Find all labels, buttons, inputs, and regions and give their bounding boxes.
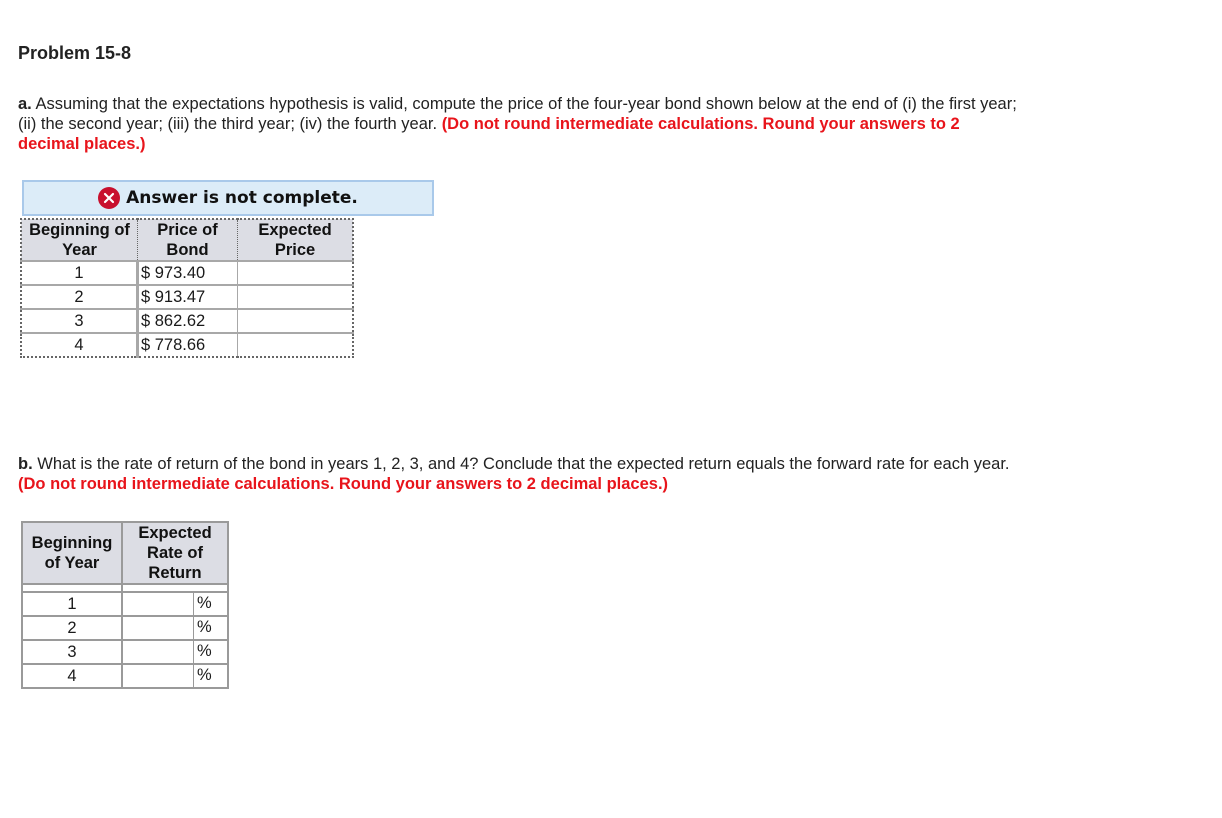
part-b-instruction: (Do not round intermediate calculations. Round your answers to 2 decimal places.) — [18, 475, 669, 493]
expected-price-input[interactable] — [238, 333, 354, 357]
answer-status-banner — [22, 180, 434, 216]
price-cell: $ 862.62 — [138, 309, 238, 333]
header-spacer — [22, 584, 228, 592]
return-cell — [122, 640, 228, 664]
col-header-beginning-of-year: Beginning of Year — [21, 219, 138, 261]
percent-sign: % — [197, 642, 212, 661]
bond-price-table — [20, 218, 354, 358]
year-cell: 1 — [22, 592, 122, 616]
col-header-price-of-bond: Price of Bond — [138, 219, 238, 261]
question-part-b — [18, 454, 1018, 494]
price-cell: $ 913.47 — [138, 285, 238, 309]
col-header-beginning-of-year: Beginning of Year — [22, 522, 122, 584]
return-input[interactable] — [123, 641, 194, 663]
part-b-lead: b. — [18, 455, 33, 473]
table-row — [22, 616, 228, 640]
return-input[interactable] — [123, 665, 194, 687]
return-input[interactable] — [123, 617, 194, 639]
year-cell: 2 — [22, 616, 122, 640]
year-cell: 2 — [21, 285, 138, 309]
table-row — [21, 309, 353, 333]
part-a-text: Assuming that the expectations hypothesis is valid, compute the price of the four-year bond shown below at the end of (i) the first year; (ii) the second year; (iii) the third year; (iv) the fourth year. — [18, 95, 1017, 133]
part-b-text: What is the rate of return of the bond in years 1, 2, 3, and 4? Conclude that the expected return equals the forward rate for each year. — [37, 455, 1010, 473]
expected-price-input[interactable] — [238, 309, 354, 333]
table-row — [21, 333, 353, 357]
year-cell: 3 — [22, 640, 122, 664]
percent-sign: % — [197, 666, 212, 685]
part-a-instruction: (Do not round intermediate calculations. Round your answers to 2 decimal places.) — [18, 115, 960, 153]
year-cell: 1 — [21, 261, 138, 285]
table-row — [22, 592, 228, 616]
percent-sign: % — [197, 618, 212, 637]
year-cell: 4 — [22, 664, 122, 688]
price-cell: $ 778.66 — [138, 333, 238, 357]
x-circle-icon — [98, 187, 120, 209]
col-header-expected-rate-of-return: Expected Rate of Return — [122, 522, 228, 584]
year-cell: 4 — [21, 333, 138, 357]
percent-sign: % — [197, 594, 212, 613]
year-cell: 3 — [21, 309, 138, 333]
col-header-expected-price: Expected Price — [238, 219, 354, 261]
table-row — [22, 640, 228, 664]
return-cell — [122, 592, 228, 616]
table-row — [21, 285, 353, 309]
return-input[interactable] — [123, 593, 194, 615]
part-a-lead: a. — [18, 95, 32, 113]
table-row — [21, 261, 353, 285]
return-cell — [122, 616, 228, 640]
return-cell — [122, 664, 228, 688]
answer-status-text: Answer is not complete. — [126, 188, 358, 208]
problem-title: Problem 15-8 — [18, 43, 132, 63]
question-part-a — [18, 94, 1018, 154]
rate-of-return-table — [21, 521, 229, 689]
table-row — [22, 664, 228, 688]
expected-price-input[interactable] — [238, 261, 354, 285]
price-cell: $ 973.40 — [138, 261, 238, 285]
expected-price-input[interactable] — [238, 285, 354, 309]
